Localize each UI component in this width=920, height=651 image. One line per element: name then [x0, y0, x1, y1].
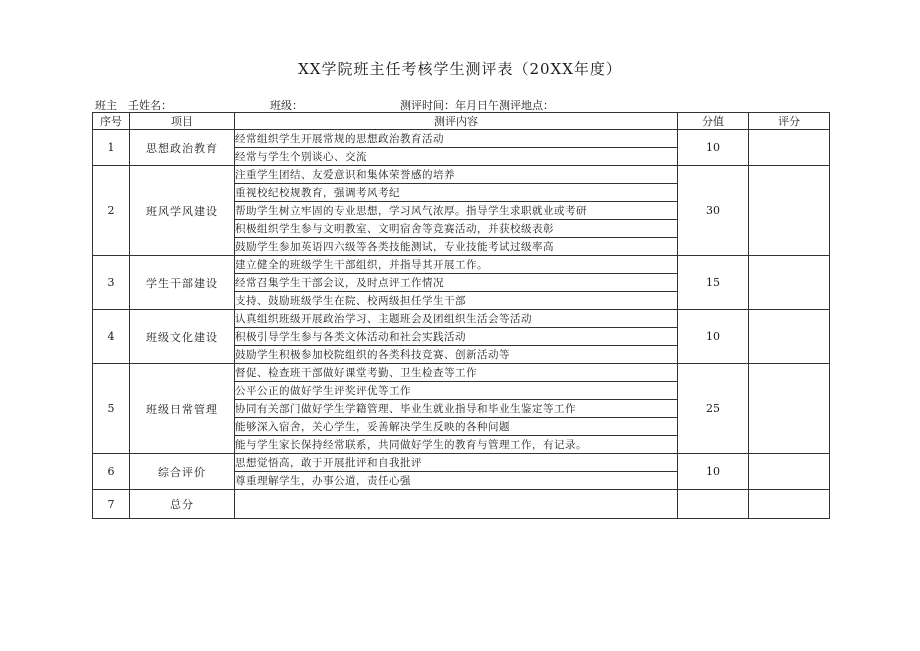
rating-cell[interactable] — [749, 130, 830, 166]
total-row — [93, 490, 830, 519]
row-content: 经常与学生个别谈心、交流 — [235, 148, 678, 166]
table-row — [93, 310, 830, 328]
row-score: 10 — [678, 130, 749, 166]
row-number: 5 — [93, 364, 130, 454]
row-item: 学生干部建设 — [130, 256, 235, 310]
info-label-time-place: 测评时间：年月日午测评地点： — [400, 99, 554, 112]
total-content — [235, 490, 678, 519]
row-content: 支持、鼓励班级学生在院、校两级担任学生干部 — [235, 292, 678, 310]
row-score: 25 — [678, 364, 749, 454]
row-score: 30 — [678, 166, 749, 256]
total-label: 总分 — [130, 490, 235, 519]
row-content: 经常组织学生开展常规的思想政治教育活动 — [235, 130, 678, 148]
rating-cell[interactable] — [749, 454, 830, 490]
row-content: 重视校纪校规教育，强调考风考纪 — [235, 184, 678, 202]
rating-cell[interactable] — [749, 310, 830, 364]
total-rating-cell[interactable] — [749, 490, 830, 519]
row-content: 督促、检查班干部做好课堂考勤、卫生检查等工作 — [235, 364, 678, 382]
header-item: 项目 — [130, 113, 235, 130]
header-no: 序号 — [93, 113, 130, 130]
row-number: 6 — [93, 454, 130, 490]
table-header-row — [93, 113, 830, 130]
row-item: 思想政治教育 — [130, 130, 235, 166]
row-content: 帮助学生树立牢固的专业思想，学习风气浓厚。指导学生求职就业或考研 — [235, 202, 678, 220]
row-content: 积极组织学生参与文明教室、文明宿舍等竞赛活动，并获校级表彰 — [235, 220, 678, 238]
row-content: 协同有关部门做好学生学籍管理、毕业生就业指导和毕业生鉴定等工作 — [235, 400, 678, 418]
row-number: 4 — [93, 310, 130, 364]
row-content: 经常召集学生干部会议，及时点评工作情况 — [235, 274, 678, 292]
row-content: 能够深入宿舍，关心学生，妥善解决学生反映的各种问题 — [235, 418, 678, 436]
row-item: 班风学风建设 — [130, 166, 235, 256]
row-number: 3 — [93, 256, 130, 310]
table-row — [93, 364, 830, 382]
row-content: 思想觉悟高，敢于开展批评和自我批评 — [235, 454, 678, 472]
row-content: 认真组织班级开展政治学习、主题班会及团组织生活会等活动 — [235, 310, 678, 328]
row-content: 建立健全的班级学生干部组织，并指导其开展工作。 — [235, 256, 678, 274]
row-number: 2 — [93, 166, 130, 256]
total-number: 7 — [93, 490, 130, 519]
info-label-class: 班级： — [270, 99, 303, 112]
row-content: 积极引导学生参与各类文体活动和社会实践活动 — [235, 328, 678, 346]
header-rating: 评分 — [749, 113, 830, 130]
row-content: 注重学生团结、友爱意识和集体荣誉感的培养 — [235, 166, 678, 184]
page-title: XX学院班主任考核学生测评表（20XX年度） — [298, 60, 622, 78]
rating-cell[interactable] — [749, 166, 830, 256]
row-item: 班级日常管理 — [130, 364, 235, 454]
row-item: 班级文化建设 — [130, 310, 235, 364]
row-content: 鼓励学生积极参加校院组织的各类科技竞赛、创新活动等 — [235, 346, 678, 364]
table-row — [93, 166, 830, 184]
rating-cell[interactable] — [749, 256, 830, 310]
row-content: 尊重理解学生，办事公道，责任心强 — [235, 472, 678, 490]
row-item: 综合评价 — [130, 454, 235, 490]
evaluation-table — [92, 112, 830, 519]
row-content: 能与学生家长保持经常联系，共同做好学生的教育与管理工作，有记录。 — [235, 436, 678, 454]
row-number: 1 — [93, 130, 130, 166]
info-label-name: 壬姓名： — [128, 99, 172, 112]
info-line — [92, 97, 832, 113]
info-label-class-teacher-1: 班主 — [95, 99, 117, 112]
row-score: 10 — [678, 454, 749, 490]
total-score — [678, 490, 749, 519]
row-score: 10 — [678, 310, 749, 364]
header-score: 分值 — [678, 113, 749, 130]
table-body — [93, 130, 830, 519]
table-row — [93, 256, 830, 274]
row-content: 公平公正的做好学生评奖评优等工作 — [235, 382, 678, 400]
header-content: 测评内容 — [235, 113, 678, 130]
table-row — [93, 454, 830, 472]
table-row — [93, 130, 830, 148]
row-content: 鼓励学生参加英语四六级等各类技能测试，专业技能考试过级率高 — [235, 238, 678, 256]
row-score: 15 — [678, 256, 749, 310]
rating-cell[interactable] — [749, 364, 830, 454]
